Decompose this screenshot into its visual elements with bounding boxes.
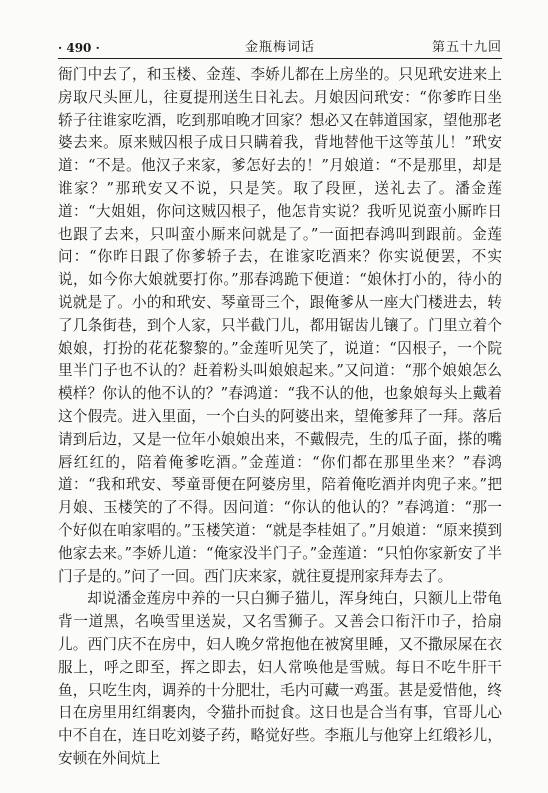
book-title: 金瓶梅词话	[244, 40, 315, 55]
page-body	[58, 64, 502, 771]
chapter-title: 第五十九回	[431, 40, 502, 55]
paragraph-1: 衙门中去了，和玉楼、金莲、李娇儿都在上房坐的。只见玳安进来上房取尺头匣儿，往夏提刑送生日礼去。月娘因问玳安：“你爹昨日坐轿子往谁家吃酒，吃到那咱晚才回家？想必又在韩道国家，望他那老婆去来。原来贼囚根子成日只瞒着我，背地替他干这等茧儿！”玳安道：“不是。他汉子来家，爹怎好去的！”月娘道：“不是那里，却是谁家？”那玳安又不说，只是笑。取了段匣，送礼去了。潘金莲道：“大姐姐，你问这贼囚根子，他怎肯实说？我听见说蛮小厮昨日也跟了去来，只叫蛮小厮来问就是了。”一面把春鸿叫到跟前。金莲问：“你昨日跟了你爹轿子去，在谁家吃酒来？你实说便罢，不实说，如今你大娘就要打你。”那春鸿跪下便道：“娘休打小的，待小的说就是了。小的和玳安、琴童哥三个，跟俺爹从一座大门楼进去，转了几条街巷，到个人家，只半截门儿，都用锯齿儿镶了。门里立着个娘娘，打扮的花花黎黎的。”金莲听见笑了，说道：“囚根子，一个院里半门子也不认的？赶着粉头叫娘娘起来。”又问道：“那个娘娘怎么模样？你认的他不认的？”春鸿道：“我不认的他，也象娘每头上戴着这个假壳。进入里面，一个白头的阿婆出来，望俺爹拜了一拜。落后请到后边，又是一位年小娘娘出来，不戴假壳，生的瓜子面，搽的嘴唇红红的，陪着俺爹吃酒。”金莲道：“你们都在那里坐来？”春鸿道：“我和玳安、琴童哥便在阿婆房里，陪着俺吃酒并肉兜子来。”把月娘、玉楼笑的了不得。因问道：“你认的他认的？”春鸿道：“那一个好似在咱家唱的。”玉楼笑道：“就是李桂姐了。”月娘道：“原来摸到他家去来。”李娇儿道：“俺家没半门子。”金莲道：“只怕你家新安了半门子是的。”问了一回。西门庆来家，就往夏提刑家拜寿去了。	[58, 66, 502, 585]
paragraph-2: 却说潘金莲房中养的一只白狮子猫儿，浑身纯白，只额儿上带龟背一道黑，名唤雪里送炭，又名雪狮子。又善会口衔汗巾子，拾扇儿。西门庆不在房中，妇人晚夕常抱他在被窝里睡，又不撒尿屎在衣服上，呼之即至，挥之即去，妇人常唤他是雪贼。每日不吃牛肝干鱼，只吃生肉，调养的十分肥壮，毛内可藏一鸡蛋。甚是爱惜他，终日在房里用红绢裹肉，令猫扑而挝食。这日也是合当有事，官哥儿心中不自在，连日吃刘婆子药，略觉好些。李瓶儿与他穿上红缎衫儿，安顿在外间炕上	[58, 590, 502, 767]
running-header	[58, 38, 502, 59]
page-number: · 490 ·	[58, 41, 100, 55]
